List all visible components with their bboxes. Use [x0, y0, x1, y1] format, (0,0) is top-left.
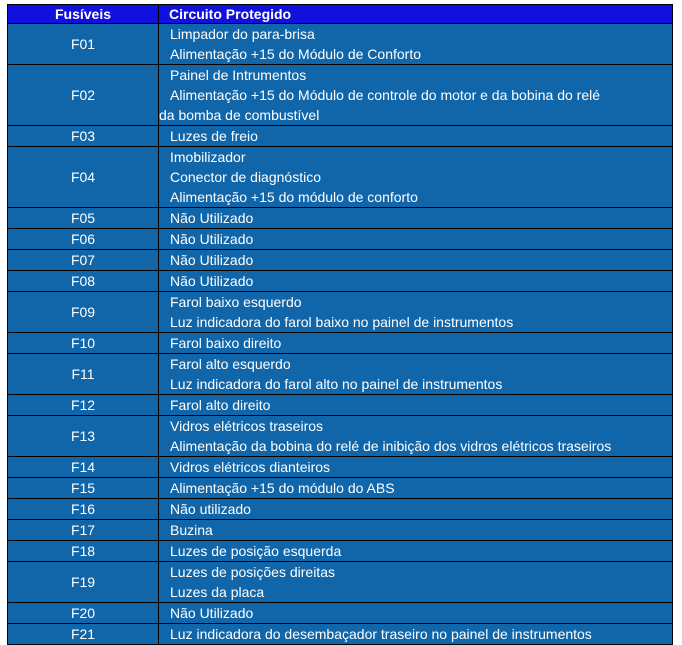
table-row — [8, 541, 673, 562]
fuse-id-cell: F21 — [8, 624, 159, 645]
circuit-cell — [159, 208, 673, 229]
circuit-line: Farol alto direito — [170, 397, 271, 413]
circuit-line: Buzina — [170, 522, 213, 538]
fuse-id-cell: F07 — [8, 250, 159, 271]
table-row — [8, 333, 673, 354]
column-header-fuses: Fusíveis — [8, 5, 159, 24]
table-row — [8, 562, 673, 603]
fuse-id-cell: F19 — [8, 562, 159, 603]
circuit-line: Não Utilizado — [170, 605, 254, 621]
circuit-line: Conector de diagnóstico — [170, 169, 321, 185]
circuit-cell — [159, 250, 673, 271]
circuit-cell — [159, 271, 673, 292]
circuit-cell — [159, 65, 673, 126]
table-row — [8, 250, 673, 271]
table-header-row — [8, 5, 673, 24]
fuse-id-cell: F13 — [8, 416, 159, 457]
fuse-id-cell: F16 — [8, 499, 159, 520]
circuit-line: Luz indicadora do farol alto no painel de instrumentos — [170, 376, 503, 392]
circuit-cell — [159, 229, 673, 250]
table-row — [8, 416, 673, 457]
circuit-line: Luzes de freio — [170, 128, 258, 144]
table-row — [8, 395, 673, 416]
circuit-line: Alimentação +15 do Módulo de Conforto — [170, 46, 421, 62]
table-row — [8, 147, 673, 208]
circuit-cell — [159, 499, 673, 520]
circuit-line: Não Utilizado — [170, 252, 254, 268]
table-row — [8, 603, 673, 624]
circuit-cell — [159, 147, 673, 208]
table-row — [8, 24, 673, 65]
fuse-id-cell: F14 — [8, 457, 159, 478]
fuse-id-cell: F11 — [8, 354, 159, 395]
fuse-id-cell: F17 — [8, 520, 159, 541]
circuit-cell — [159, 24, 673, 65]
circuit-line: Farol alto esquerdo — [170, 356, 291, 372]
circuit-line: Não Utilizado — [170, 210, 254, 226]
circuit-line: Luz indicadora do desembaçador traseiro no painel de instrumentos — [170, 626, 592, 642]
fuse-id-cell: F08 — [8, 271, 159, 292]
circuit-cell — [159, 478, 673, 499]
circuit-line: Alimentação +15 do módulo do ABS — [170, 480, 395, 496]
column-header-circuit: Circuito Protegido — [159, 5, 673, 24]
circuit-cell — [159, 292, 673, 333]
fuse-id-cell: F05 — [8, 208, 159, 229]
table-row — [8, 208, 673, 229]
circuit-cell — [159, 395, 673, 416]
table-row — [8, 520, 673, 541]
circuit-cell — [159, 457, 673, 478]
fuse-id-cell: F04 — [8, 147, 159, 208]
circuit-line: Alimentação +15 do Módulo de controle do motor e da bobina do relé — [170, 87, 601, 103]
table-row — [8, 478, 673, 499]
table-row — [8, 229, 673, 250]
circuit-line: Farol baixo direito — [170, 335, 282, 351]
table-row — [8, 126, 673, 147]
fuse-id-cell: F18 — [8, 541, 159, 562]
fuse-id-cell: F20 — [8, 603, 159, 624]
table-body — [8, 24, 673, 645]
circuit-line: Alimentação +15 do módulo de conforto — [170, 189, 418, 205]
circuit-line: Não utilizado — [170, 501, 251, 517]
table-row — [8, 354, 673, 395]
table-row — [8, 624, 673, 645]
fuse-id-cell: F12 — [8, 395, 159, 416]
table-row — [8, 292, 673, 333]
table-row — [8, 499, 673, 520]
circuit-cell — [159, 603, 673, 624]
circuit-cell — [159, 333, 673, 354]
circuit-line: da bomba de combustível — [159, 107, 320, 123]
table-row — [8, 271, 673, 292]
fuse-id-cell: F02 — [8, 65, 159, 126]
fuse-table — [7, 4, 673, 645]
circuit-cell — [159, 416, 673, 457]
circuit-line: Luzes de posições direitas — [170, 564, 335, 580]
circuit-line: Alimentação da bobina do relé de inibição dos vidros elétricos traseiros — [170, 438, 612, 454]
fuse-id-cell: F03 — [8, 126, 159, 147]
table-row — [8, 65, 673, 126]
circuit-line: Luz indicadora do farol baixo no painel de instrumentos — [170, 314, 514, 330]
fuse-id-cell: F15 — [8, 478, 159, 499]
circuit-cell — [159, 520, 673, 541]
circuit-line: Farol baixo esquerdo — [170, 294, 302, 310]
circuit-cell — [159, 126, 673, 147]
circuit-cell — [159, 624, 673, 645]
circuit-line: Imobilizador — [170, 149, 246, 165]
fuse-id-cell: F01 — [8, 24, 159, 65]
circuit-cell — [159, 562, 673, 603]
table-row — [8, 457, 673, 478]
circuit-line: Vidros elétricos traseiros — [170, 418, 324, 434]
circuit-line: Painel de Intrumentos — [170, 67, 307, 83]
fuse-id-cell: F06 — [8, 229, 159, 250]
circuit-line: Luzes de posição esquerda — [170, 543, 342, 559]
fuse-id-cell: F10 — [8, 333, 159, 354]
circuit-cell — [159, 354, 673, 395]
circuit-line: Não Utilizado — [170, 273, 254, 289]
circuit-line: Limpador do para-brisa — [170, 26, 315, 42]
circuit-line: Não Utilizado — [170, 231, 254, 247]
circuit-cell — [159, 541, 673, 562]
circuit-line: Vidros elétricos dianteiros — [170, 459, 331, 475]
circuit-line: Luzes da placa — [170, 584, 265, 600]
fuse-id-cell: F09 — [8, 292, 159, 333]
